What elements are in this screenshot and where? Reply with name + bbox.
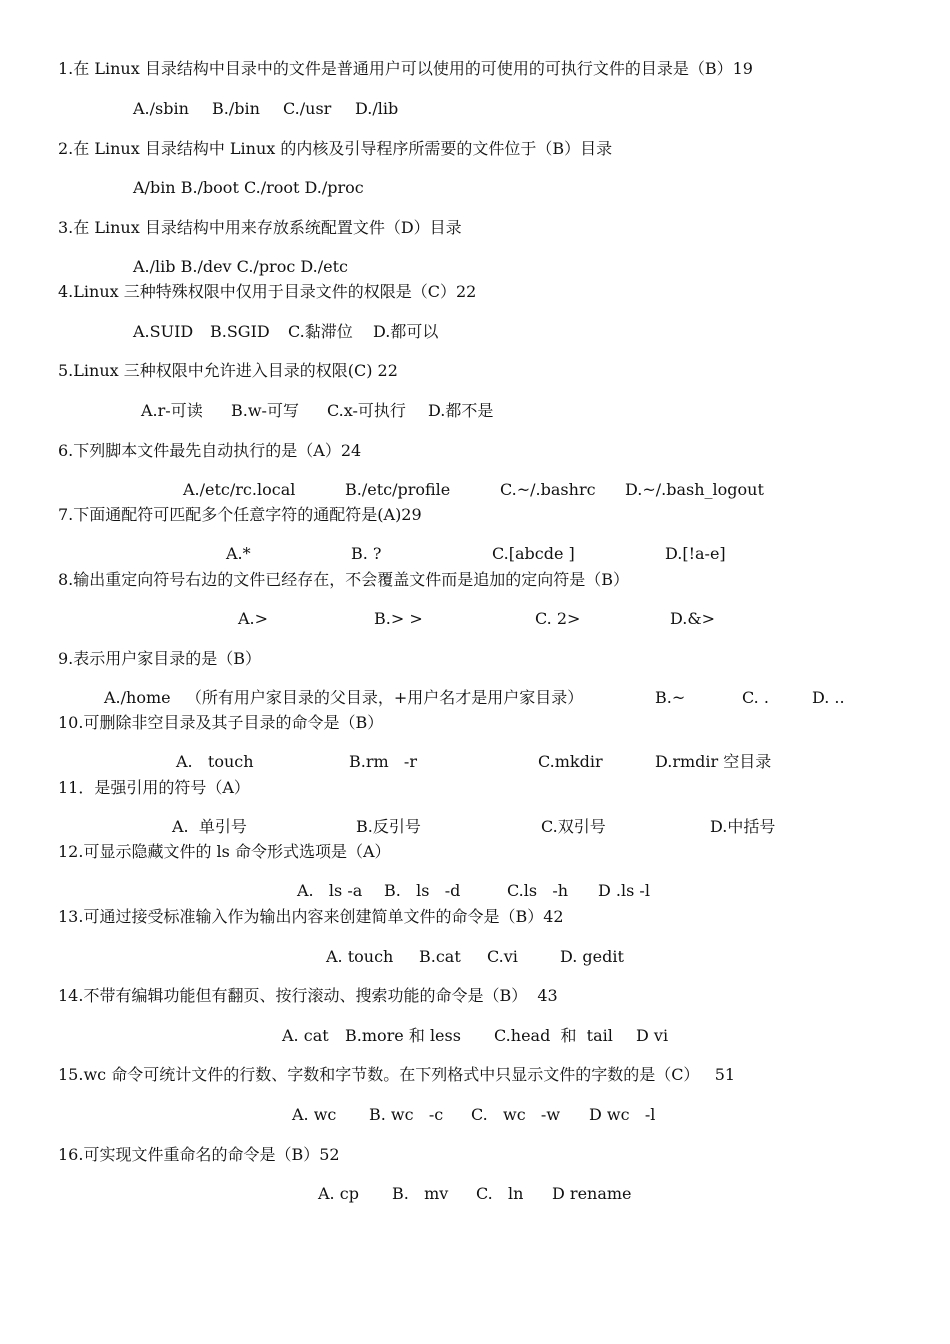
option-7a: A.* — [226, 544, 251, 563]
question-6: 6.下列脚本文件最先自动执行的是（A）24 — [58, 441, 362, 460]
question-12: 12.可显示隐藏文件的 ls 命令形式选项是（A） — [58, 842, 391, 861]
option-8a: A.> — [238, 609, 269, 628]
option-16a: A. cp — [318, 1184, 359, 1203]
option-10c: C.mkdir — [538, 752, 603, 771]
option-14b: B.more 和 less — [345, 1026, 461, 1045]
option-15a: A. wc — [292, 1105, 337, 1124]
option-11b: B.反引号 — [356, 817, 421, 836]
option-6b: B./etc/profile — [345, 480, 451, 499]
option-6a: A./etc/rc.local — [183, 480, 296, 499]
option-14d: D vi — [636, 1026, 669, 1045]
option-8b: B.> > — [374, 609, 423, 628]
option-9c: C. . — [742, 688, 769, 707]
question-5: 5.Linux 三种权限中允许进入目录的权限(C) 22 — [58, 361, 398, 380]
option-8c: C. 2> — [535, 609, 581, 628]
option-8d: D.&> — [670, 609, 715, 628]
option-12d: D .ls -l — [598, 881, 650, 900]
question-15: 15.wc 命令可统计文件的行数、字数和字节数。在下列格式中只显示文件的字数的是（C） 51 — [58, 1065, 736, 1084]
option-5b: B.w-可写 — [231, 401, 299, 420]
option-4b: B.SGID — [210, 322, 270, 341]
option-5d: D.都不是 — [428, 401, 494, 420]
option-15c: C. wc -w — [471, 1105, 561, 1124]
option-15d: D wc -l — [589, 1105, 656, 1124]
option-9b: B.~ — [655, 688, 686, 707]
option-9d: D. .. — [812, 688, 845, 707]
question-13: 13.可通过接受标准输入作为输出内容来创建简单文件的命令是（B）42 — [58, 907, 564, 926]
question-1: 1.在 Linux 目录结构中目录中的文件是普通用户可以使用的可使用的可执行文件的目录是（B）19 — [58, 59, 753, 78]
option-1a: A./sbin — [133, 99, 189, 118]
option-10b: B.rm -r — [349, 752, 417, 771]
question-7: 7.下面通配符可匹配多个任意字符的通配符是(A)29 — [58, 505, 422, 524]
question-9: 9.表示用户家目录的是（B） — [58, 649, 262, 668]
option-5c: C.x-可执行 — [327, 401, 406, 420]
option-12a: A. ls -a — [297, 881, 363, 900]
question-16: 16.可实现文件重命名的命令是（B）52 — [58, 1145, 340, 1164]
question-8: 8.输出重定向符号右边的文件已经存在，不会覆盖文件而是追加的定向符是（B） — [58, 570, 630, 589]
option-1b: B./bin — [212, 99, 260, 118]
option-6d: D.~/.bash_logout — [625, 480, 764, 499]
question-14: 14.不带有编辑功能但有翻页、按行滚动、搜索功能的命令是（B） 43 — [58, 986, 558, 1005]
option-16b: B. mv — [392, 1184, 449, 1203]
option-16d: D rename — [552, 1184, 632, 1203]
option-13c: C.vi — [487, 947, 518, 966]
question-11: 11．是强引用的符号（A） — [58, 778, 250, 797]
question-3: 3.在 Linux 目录结构中用来存放系统配置文件（D）目录 — [58, 218, 462, 237]
option-13a: A. touch — [326, 947, 394, 966]
option-13d: D. gedit — [560, 947, 624, 966]
option-7b: B. ? — [351, 544, 382, 563]
option-11d: D.中括号 — [710, 817, 776, 836]
option-1d: D./lib — [355, 99, 399, 118]
option-10a: A. touch — [176, 752, 254, 771]
option-14a: A. cat — [282, 1026, 329, 1045]
option-12c: C.ls -h — [507, 881, 569, 900]
option-7c: C.[abcde ] — [492, 544, 575, 563]
option-4c: C.黏滞位 — [288, 322, 353, 341]
option-14c: C.head 和 tail — [494, 1026, 613, 1045]
option-6c: C.~/.bashrc — [500, 480, 596, 499]
question-4: 4.Linux 三种特殊权限中仅用于目录文件的权限是（C）22 — [58, 282, 477, 301]
option-12b: B. ls -d — [384, 881, 461, 900]
option-5a: A.r-可读 — [141, 401, 203, 420]
question-10: 10.可删除非空目录及其子目录的命令是（B） — [58, 713, 384, 732]
question-2: 2.在 Linux 目录结构中 Linux 的内核及引导程序所需要的文件位于（B）目录 — [58, 139, 613, 158]
option-16c: C. ln — [476, 1184, 524, 1203]
option-9a: A./home （所有用户家目录的父目录，+用户名才是用户家目录） — [104, 688, 584, 707]
option-13b: B.cat — [419, 947, 461, 966]
option-4d: D.都可以 — [373, 322, 439, 341]
option-11c: C.双引号 — [541, 817, 606, 836]
option-15b: B. wc -c — [369, 1105, 444, 1124]
option-10d: D.rmdir 空目录 — [655, 752, 772, 771]
option-7d: D.[!a-e] — [665, 544, 726, 563]
option-3: A./lib B./dev C./proc D./etc — [133, 257, 348, 276]
option-1c: C./usr — [283, 99, 332, 118]
option-2: A/bin B./boot C./root D./proc — [133, 178, 364, 197]
option-4a: A.SUID — [133, 322, 194, 341]
option-11a: A. 单引号 — [172, 817, 247, 836]
